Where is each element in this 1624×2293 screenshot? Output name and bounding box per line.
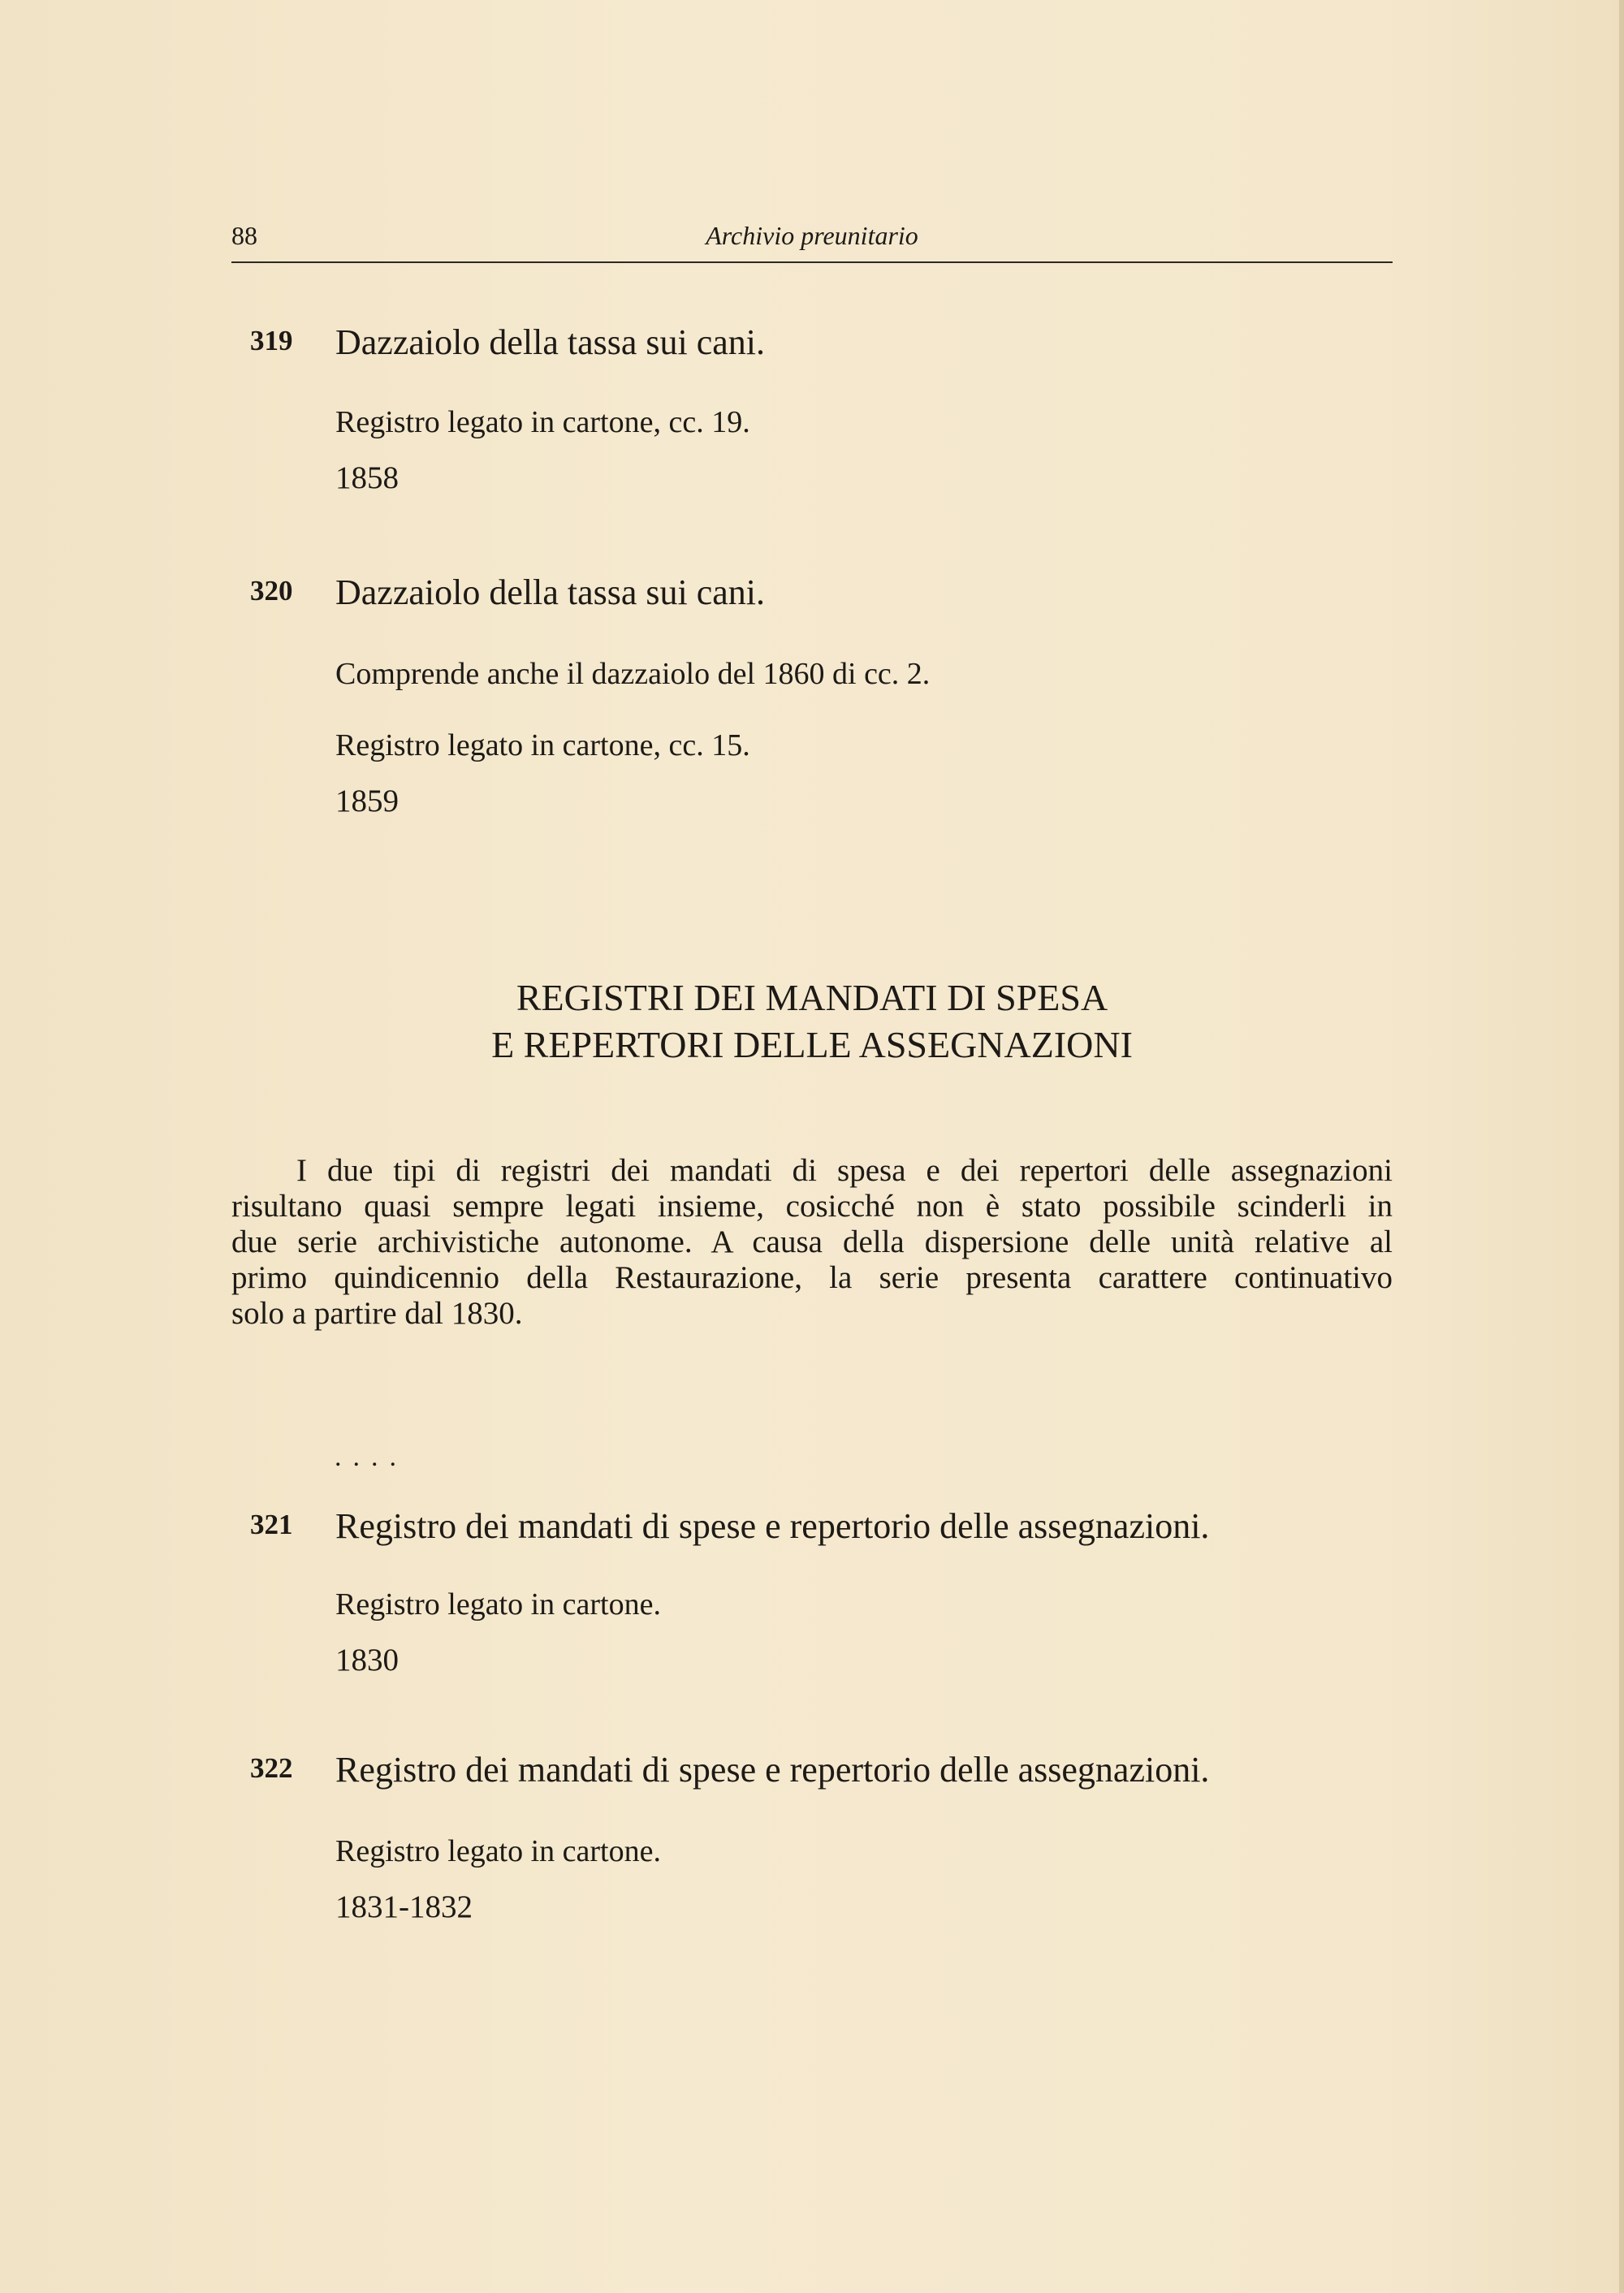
entry-date: 1858 (335, 460, 399, 495)
entry-date: 1830 (335, 1643, 399, 1678)
entry-number: 322 (250, 1752, 293, 1784)
section-heading-line: REGISTRI DEI MANDATI DI SPESA (516, 977, 1108, 1018)
running-title: Archivio preunitario (706, 221, 918, 250)
page-number: 88 (231, 221, 257, 250)
entry-number: 320 (250, 575, 293, 607)
entry-date: 1831-1832 (335, 1889, 473, 1924)
entry-title: Dazzaiolo della tassa sui cani. (335, 572, 766, 612)
entry-note: Registro legato in cartone. (335, 1587, 661, 1622)
intro-paragraph (231, 1153, 1393, 1332)
section-heading (231, 974, 1393, 1069)
entry-note: Comprende anche il dazzaiolo del 1860 di cc. 2. (335, 657, 931, 691)
paragraph-line: solo a partire dal 1830. (231, 1296, 523, 1331)
page-edge (1619, 0, 1624, 2293)
entry-date: 1859 (335, 784, 399, 818)
entry-title: Registro dei mandati di spese e repertorio delle assegnazioni. (335, 1750, 1210, 1790)
page-header (231, 221, 1393, 263)
paragraph-line: due serie archivistiche autonome. A causa della dispersione delle unità relative al (231, 1224, 1393, 1259)
entry-note: Registro legato in cartone. (335, 1834, 661, 1868)
paragraph-line: primo quindicennio della Restaurazione, la serie presenta carattere continuativo (231, 1260, 1393, 1295)
omission-dots: .... (335, 1442, 408, 1472)
entry-title: Registro dei mandati di spese e repertorio delle assegnazioni. (335, 1506, 1210, 1546)
paragraph-line: I due tipi di registri dei mandati di spesa e dei repertori delle assegnazioni (296, 1153, 1393, 1188)
entry-title: Dazzaiolo della tassa sui cani. (335, 322, 766, 362)
entry-note: Registro legato in cartone, cc. 15. (335, 728, 750, 762)
section-heading-line: E REPERTORI DELLE ASSEGNAZIONI (491, 1024, 1133, 1065)
entry-number: 321 (250, 1509, 293, 1540)
entry-note: Registro legato in cartone, cc. 19. (335, 405, 750, 439)
paragraph-line: risultano quasi sempre legati insieme, cosicché non è stato possibile scinderli in (231, 1189, 1393, 1224)
entry-number: 319 (250, 325, 293, 356)
